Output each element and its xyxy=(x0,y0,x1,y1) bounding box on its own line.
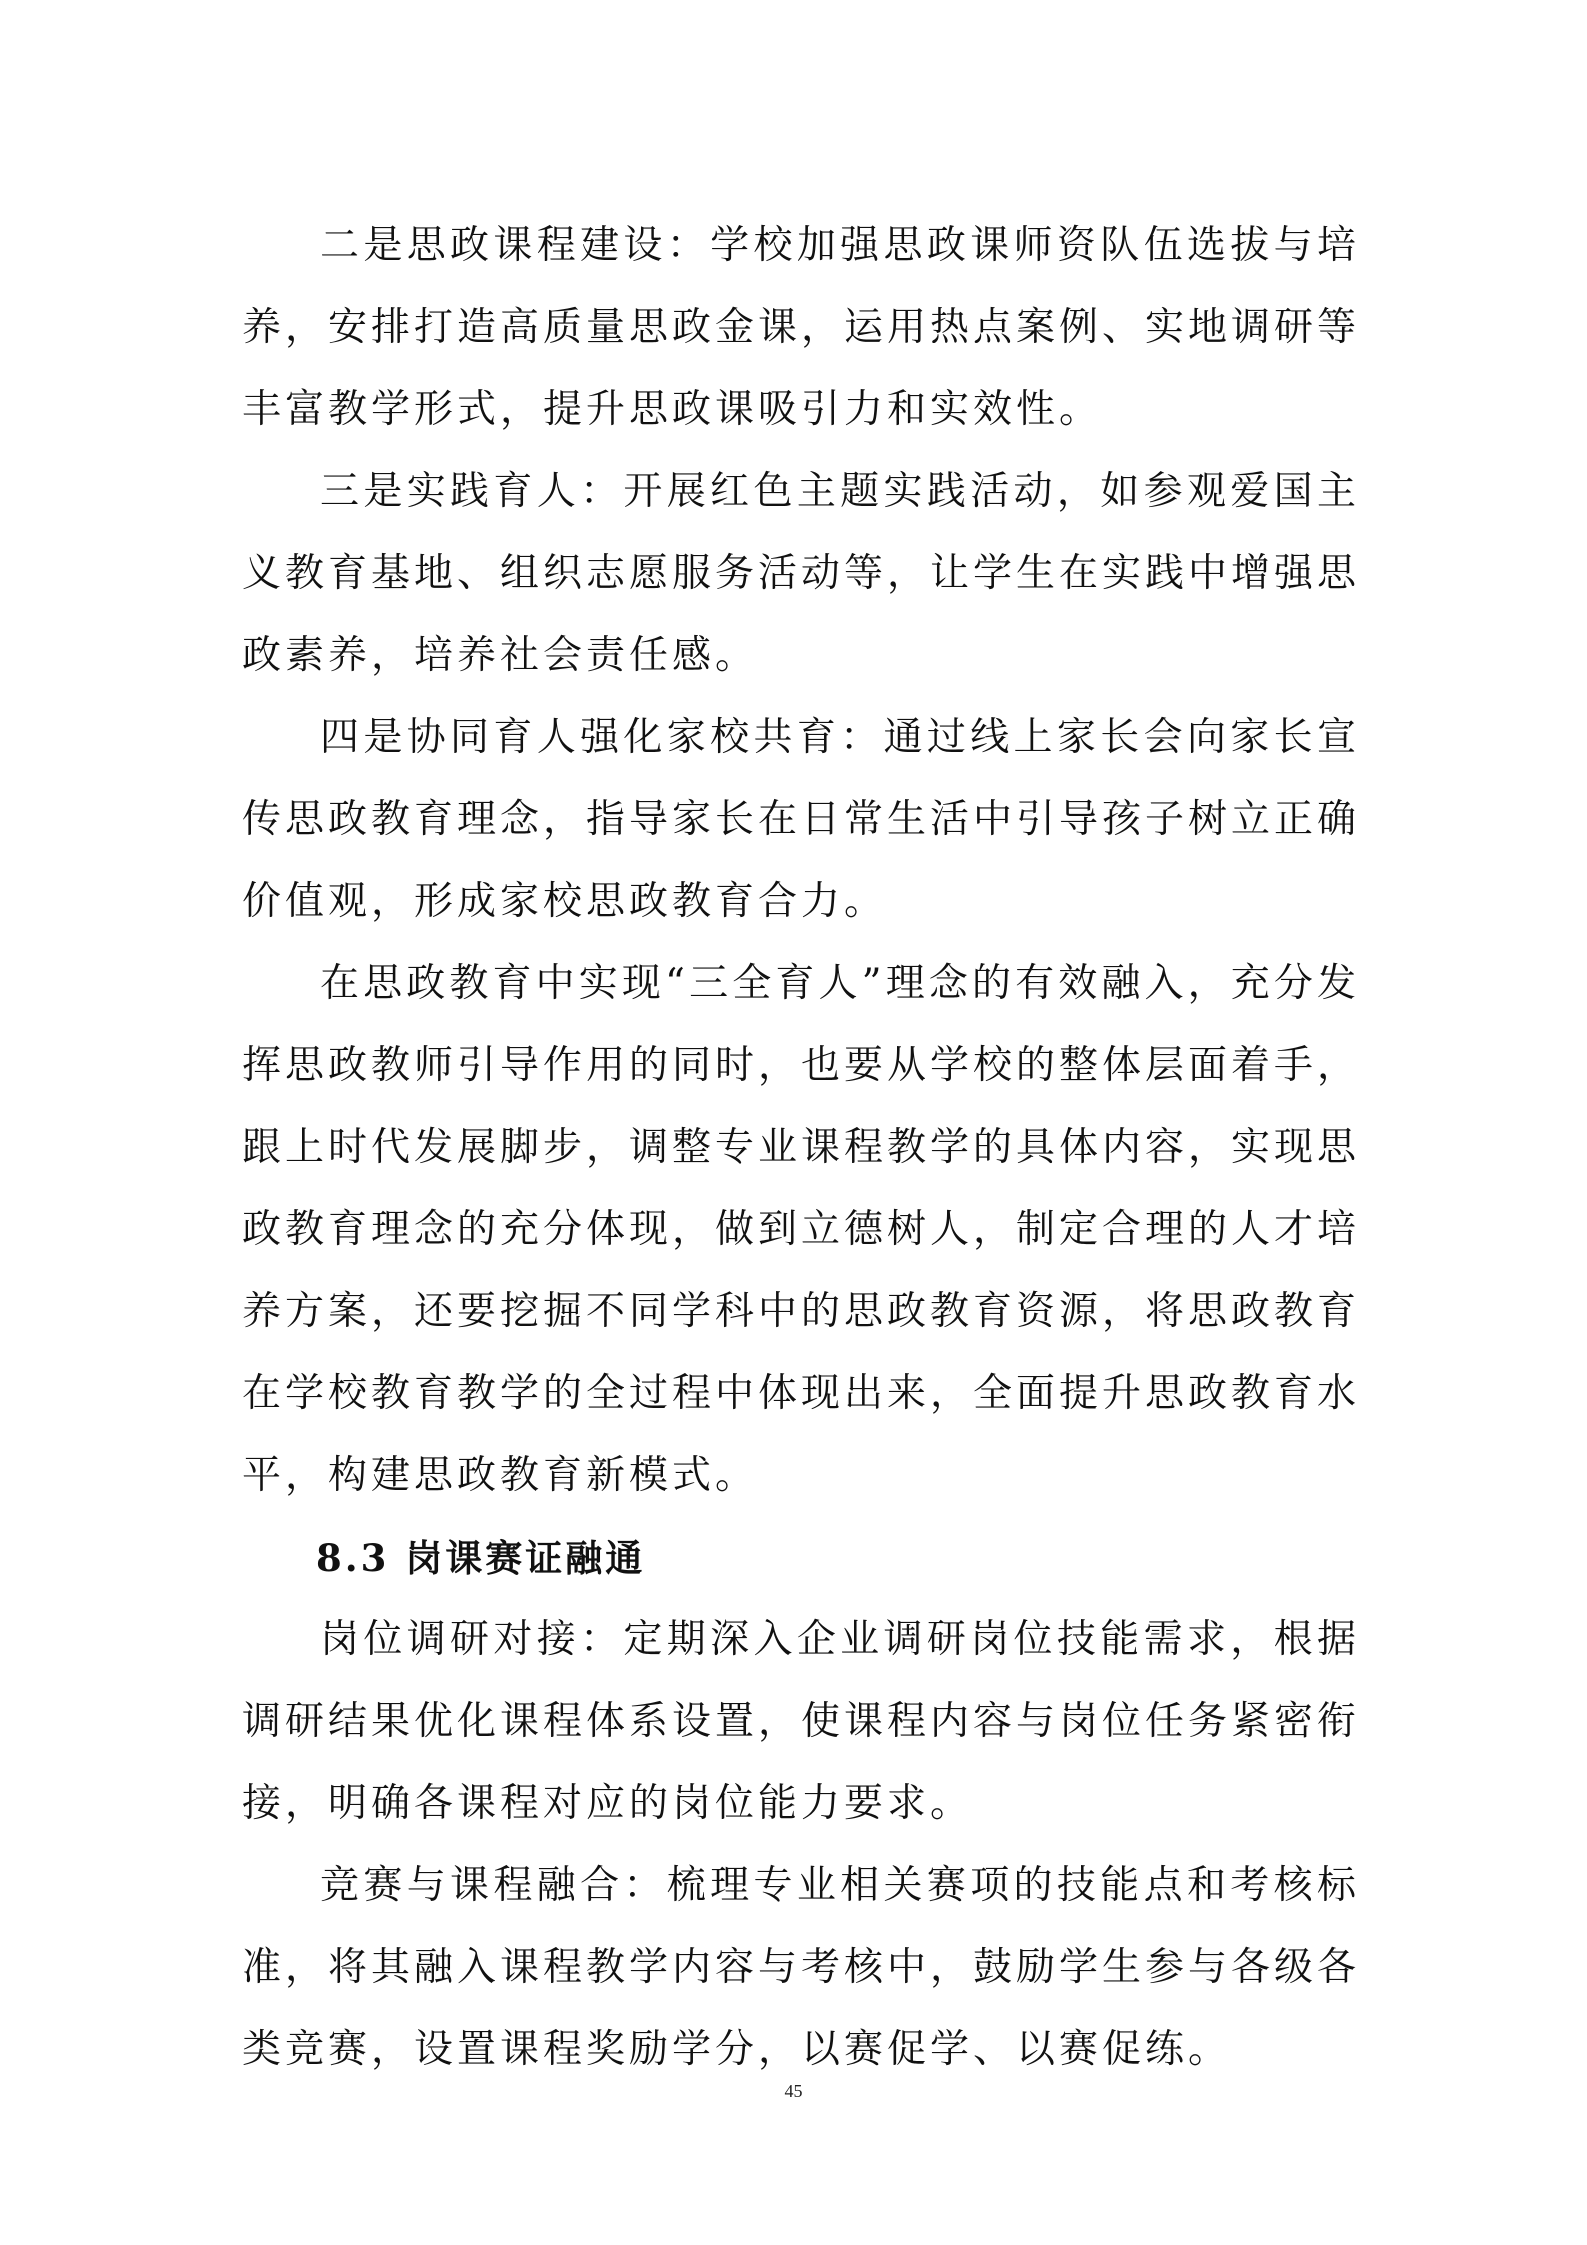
paragraph-curriculum: 二是思政课程建设：学校加强思政课师资队伍选拔与培养，安排打造高质量思政金课，运用热点案例、实地调研等丰富教学形式，提升思政课吸引力和实效性。 xyxy=(242,223,1361,432)
paragraph-competition: 竞赛与课程融合：梳理专业相关赛项的技能点和考核标准，将其融入课程教学内容与考核中，鼓励学生参与各级各类竞赛，设置课程奖励学分，以赛促学、以赛促练。 xyxy=(242,1863,1361,2072)
page-content xyxy=(242,205,1360,2091)
paragraph-three-all-education: 在思政教育中实现“三全育人”理念的有效融入，充分发挥思政教师引导作用的同时，也要从学校的整体层面着手，跟上时代发展脚步，调整专业课程教学的具体内容，实现思政教育理念的充分体现，做到立德树人，制定合理的人才培养方案，还要挖掘不同学科中的思政教育资源，将思政教育在学校教育教学的全过程中体现出来，全面提升思政教育水平，构建思政教育新模式。 xyxy=(242,961,1361,1498)
paragraph-job-research: 岗位调研对接：定期深入企业调研岗位技能需求，根据调研结果优化课程体系设置，使课程内容与岗位任务紧密衔接，明确各课程对应的岗位能力要求。 xyxy=(242,1617,1361,1826)
page-number: 45 xyxy=(784,2081,803,2101)
section-heading: 8.3 岗课赛证融通 xyxy=(316,1536,646,1580)
paragraph-practice: 三是实践育人：开展红色主题实践活动，如参观爱国主义教育基地、组织志愿服务活动等，让学生在实践中增强思政素养，培养社会责任感。 xyxy=(242,469,1361,678)
paragraph-home-school: 四是协同育人强化家校共育：通过线上家长会向家长宣传思政教育理念，指导家长在日常生活中引导孩子树立正确价值观，形成家校思政教育合力。 xyxy=(242,715,1361,924)
